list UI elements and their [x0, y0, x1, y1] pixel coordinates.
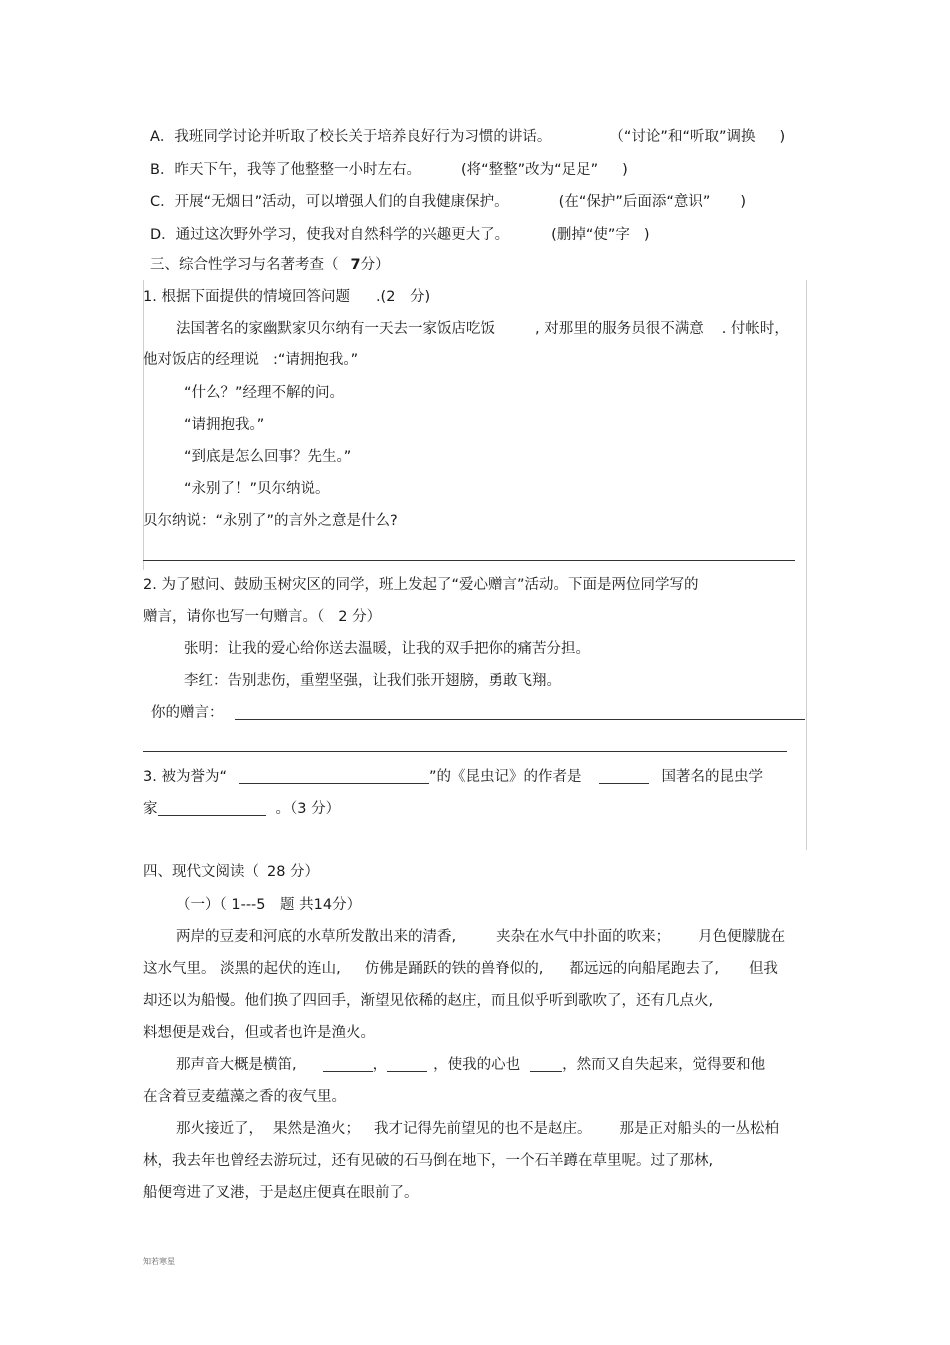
passage-blank-2[interactable] — [387, 1055, 427, 1072]
option-b-note: (将“整整”改为“足足” — [460, 162, 599, 178]
option-c-text: C．开展“无烟日”活动，可以增强人们的自我健康保护。 — [150, 194, 509, 210]
q1-question: 贝尔纳说：“永别了”的言外之意是什么? — [143, 513, 398, 529]
passage-line-1 — [176, 927, 785, 947]
q2-your-message-label: 你的赠言： — [151, 705, 224, 721]
q2-lihong: 李红：告别悲伤，重塑坚强，让我们张开翅膀，勇敢飞翔。 — [184, 673, 561, 689]
option-b-text: B．昨天下午，我等了他整整一小时左右。 — [150, 162, 421, 178]
option-a-text: A．我班同学讨论并听取了校长关于培养良好行为习惯的讲话。 — [150, 129, 552, 145]
q3-blank-title[interactable] — [239, 767, 429, 784]
option-c — [150, 192, 746, 212]
q1-p2-b: :“请拥抱我。” — [273, 352, 359, 368]
passage-l7-a: 那火接近了， — [176, 1121, 263, 1137]
q1-p1-c: . 付帐时， — [721, 321, 789, 337]
passage-line-4: 料想便是戏台，但或者也许是渔火。 — [143, 1025, 375, 1041]
passage-l5-a: 那声音大概是横笛, — [176, 1057, 297, 1073]
q1-p2-a: 他对饭店的经理说 — [143, 352, 259, 368]
option-b-close: ) — [622, 162, 628, 178]
section-4-title — [143, 862, 319, 882]
section-3-score-unit: 分） — [360, 257, 390, 273]
q3-text-a: 3. 被为誉为“ — [143, 769, 227, 785]
passage-l7-b: 果然是渔火； — [273, 1121, 360, 1137]
q1-dialogue-3: “到底是怎么回事？先生。” — [184, 449, 352, 465]
q1-dialogue-1: “什么？”经理不解的问。 — [184, 385, 345, 401]
passage-l1-c: 月色便朦胧在 — [698, 929, 786, 945]
section-3-title-text: 三、综合性学习与名著考查（ — [150, 257, 339, 273]
option-d — [150, 225, 650, 245]
option-d-text: D．通过这次野外学习，使我对自然科学的兴趣更大了。 — [150, 227, 510, 243]
option-d-close: ) — [643, 227, 650, 243]
passage-line-8: 林，我去年也曾经去游玩过，还有见破的石马倒在地下，一个石羊蹲在草里呢。过了那林, — [143, 1153, 714, 1169]
q2-answer-line-1[interactable] — [235, 719, 805, 720]
q3-line1 — [143, 767, 763, 787]
option-c-close: ) — [740, 194, 747, 210]
option-c-note: (在“保护”后面添“意识” — [558, 194, 711, 210]
q3-blank-country[interactable] — [599, 767, 649, 784]
option-d-note: (删掉“使”字 — [551, 227, 630, 243]
q3-line2 — [143, 799, 340, 819]
passage-line-6: 在含着豆麦蕴藻之香的夜气里。 — [143, 1089, 346, 1105]
q3-text-d: 家 — [143, 801, 158, 817]
passage-line-2 — [143, 959, 778, 979]
option-a — [150, 127, 785, 147]
q1-answer-line[interactable] — [143, 560, 795, 561]
box-right-edge — [806, 280, 807, 850]
q3-text-c: 国著名的昆虫学 — [661, 769, 763, 785]
option-b — [150, 160, 628, 180]
q1-dialogue-4: “永别了！”贝尔纳说。 — [184, 481, 330, 497]
passage-l5-b: ，使我的心也 — [433, 1057, 521, 1073]
passage-l7-d: 那是正对船头的一丛松柏 — [619, 1121, 779, 1137]
footer-note: 知若寒星 — [143, 1257, 175, 1266]
passage-l2-a: 这水气里。 淡黑的起伏的连山, — [143, 961, 341, 977]
q3-text-b: ”的《昆虫记》的作者是 — [428, 769, 582, 785]
q3-score: 。（3 分） — [275, 801, 341, 817]
q1-score: .(2 分) — [375, 289, 431, 305]
q1-dialogue-2: “请拥抱我。” — [184, 417, 265, 433]
passage-l1-a: 两岸的豆麦和河底的水草所发散出来的清香, — [176, 929, 457, 945]
q1-stem — [143, 287, 430, 307]
passage-line-9: 船便弯进了叉港，于是赵庄便真在眼前了。 — [143, 1185, 419, 1201]
passage-line-7 — [176, 1119, 779, 1139]
q1-p1-b: , 对那里的服务员很不满意 — [535, 321, 704, 337]
q1-p1-a: 法国著名的家幽默家贝尔纳有一天去一家饭店吃饭 — [176, 321, 495, 337]
part-1-title: （一）（ 1---5 题 共14分） — [176, 897, 362, 913]
passage-l1-b: 夹杂在水气中扑面的吹来； — [496, 929, 671, 945]
section-4-title-text: 四、现代文阅读（ — [143, 864, 259, 880]
q3-blank-author[interactable] — [158, 799, 266, 816]
q2-zhangming: 张明：让我的爱心给你送去温暖，让我的双手把你的痛苦分担。 — [184, 641, 590, 657]
section-3-score: 7 — [350, 257, 361, 273]
passage-l5-c: ，然而又自失起来，觉得要和他 — [562, 1057, 766, 1073]
passage-l7-c: 我才记得先前望见的也不是赵庄。 — [374, 1121, 592, 1137]
passage-line-3: 却还以为船慢。他们换了四回手，渐望见依稀的赵庄，而且似乎听到歌吹了，还有几点火, — [143, 993, 714, 1009]
q2-stem-line2 — [143, 607, 381, 627]
q1-stem-text: 1. 根据下面提供的情境回答问题 — [143, 289, 350, 305]
option-a-note: （“讨论”和“听取”调换 — [609, 129, 756, 145]
section-4-score: 28 分） — [267, 864, 320, 880]
passage-l2-b: 仿佛是踊跃的铁的兽脊似的, — [364, 961, 544, 977]
q1-paragraph-line1 — [176, 319, 789, 339]
passage-line-5: 那声音大概是横笛, ， ，使我的心也 ，然而又自失起来，觉得要和他 — [176, 1057, 766, 1073]
passage-l2-d: 但我 — [748, 961, 778, 977]
q2-stem-line1: 2. 为了慰问、鼓励玉树灾区的同学，班上发起了“爱心赠言”活动。下面是两位同学写的 — [143, 577, 699, 593]
q2-score: 2 分） — [338, 609, 382, 625]
passage-blank-3[interactable] — [530, 1055, 562, 1072]
q2-stem2-a: 赠言，请你也写一句赠言。（ — [143, 609, 325, 625]
q2-answer-line-2[interactable] — [143, 751, 787, 752]
q1-paragraph-line2 — [143, 350, 358, 370]
section-3-title — [150, 255, 390, 275]
passage-blank-1[interactable] — [323, 1055, 373, 1072]
option-a-close: ) — [779, 129, 786, 145]
passage-l2-c: 都远远的向船尾跑去了, — [569, 961, 719, 977]
